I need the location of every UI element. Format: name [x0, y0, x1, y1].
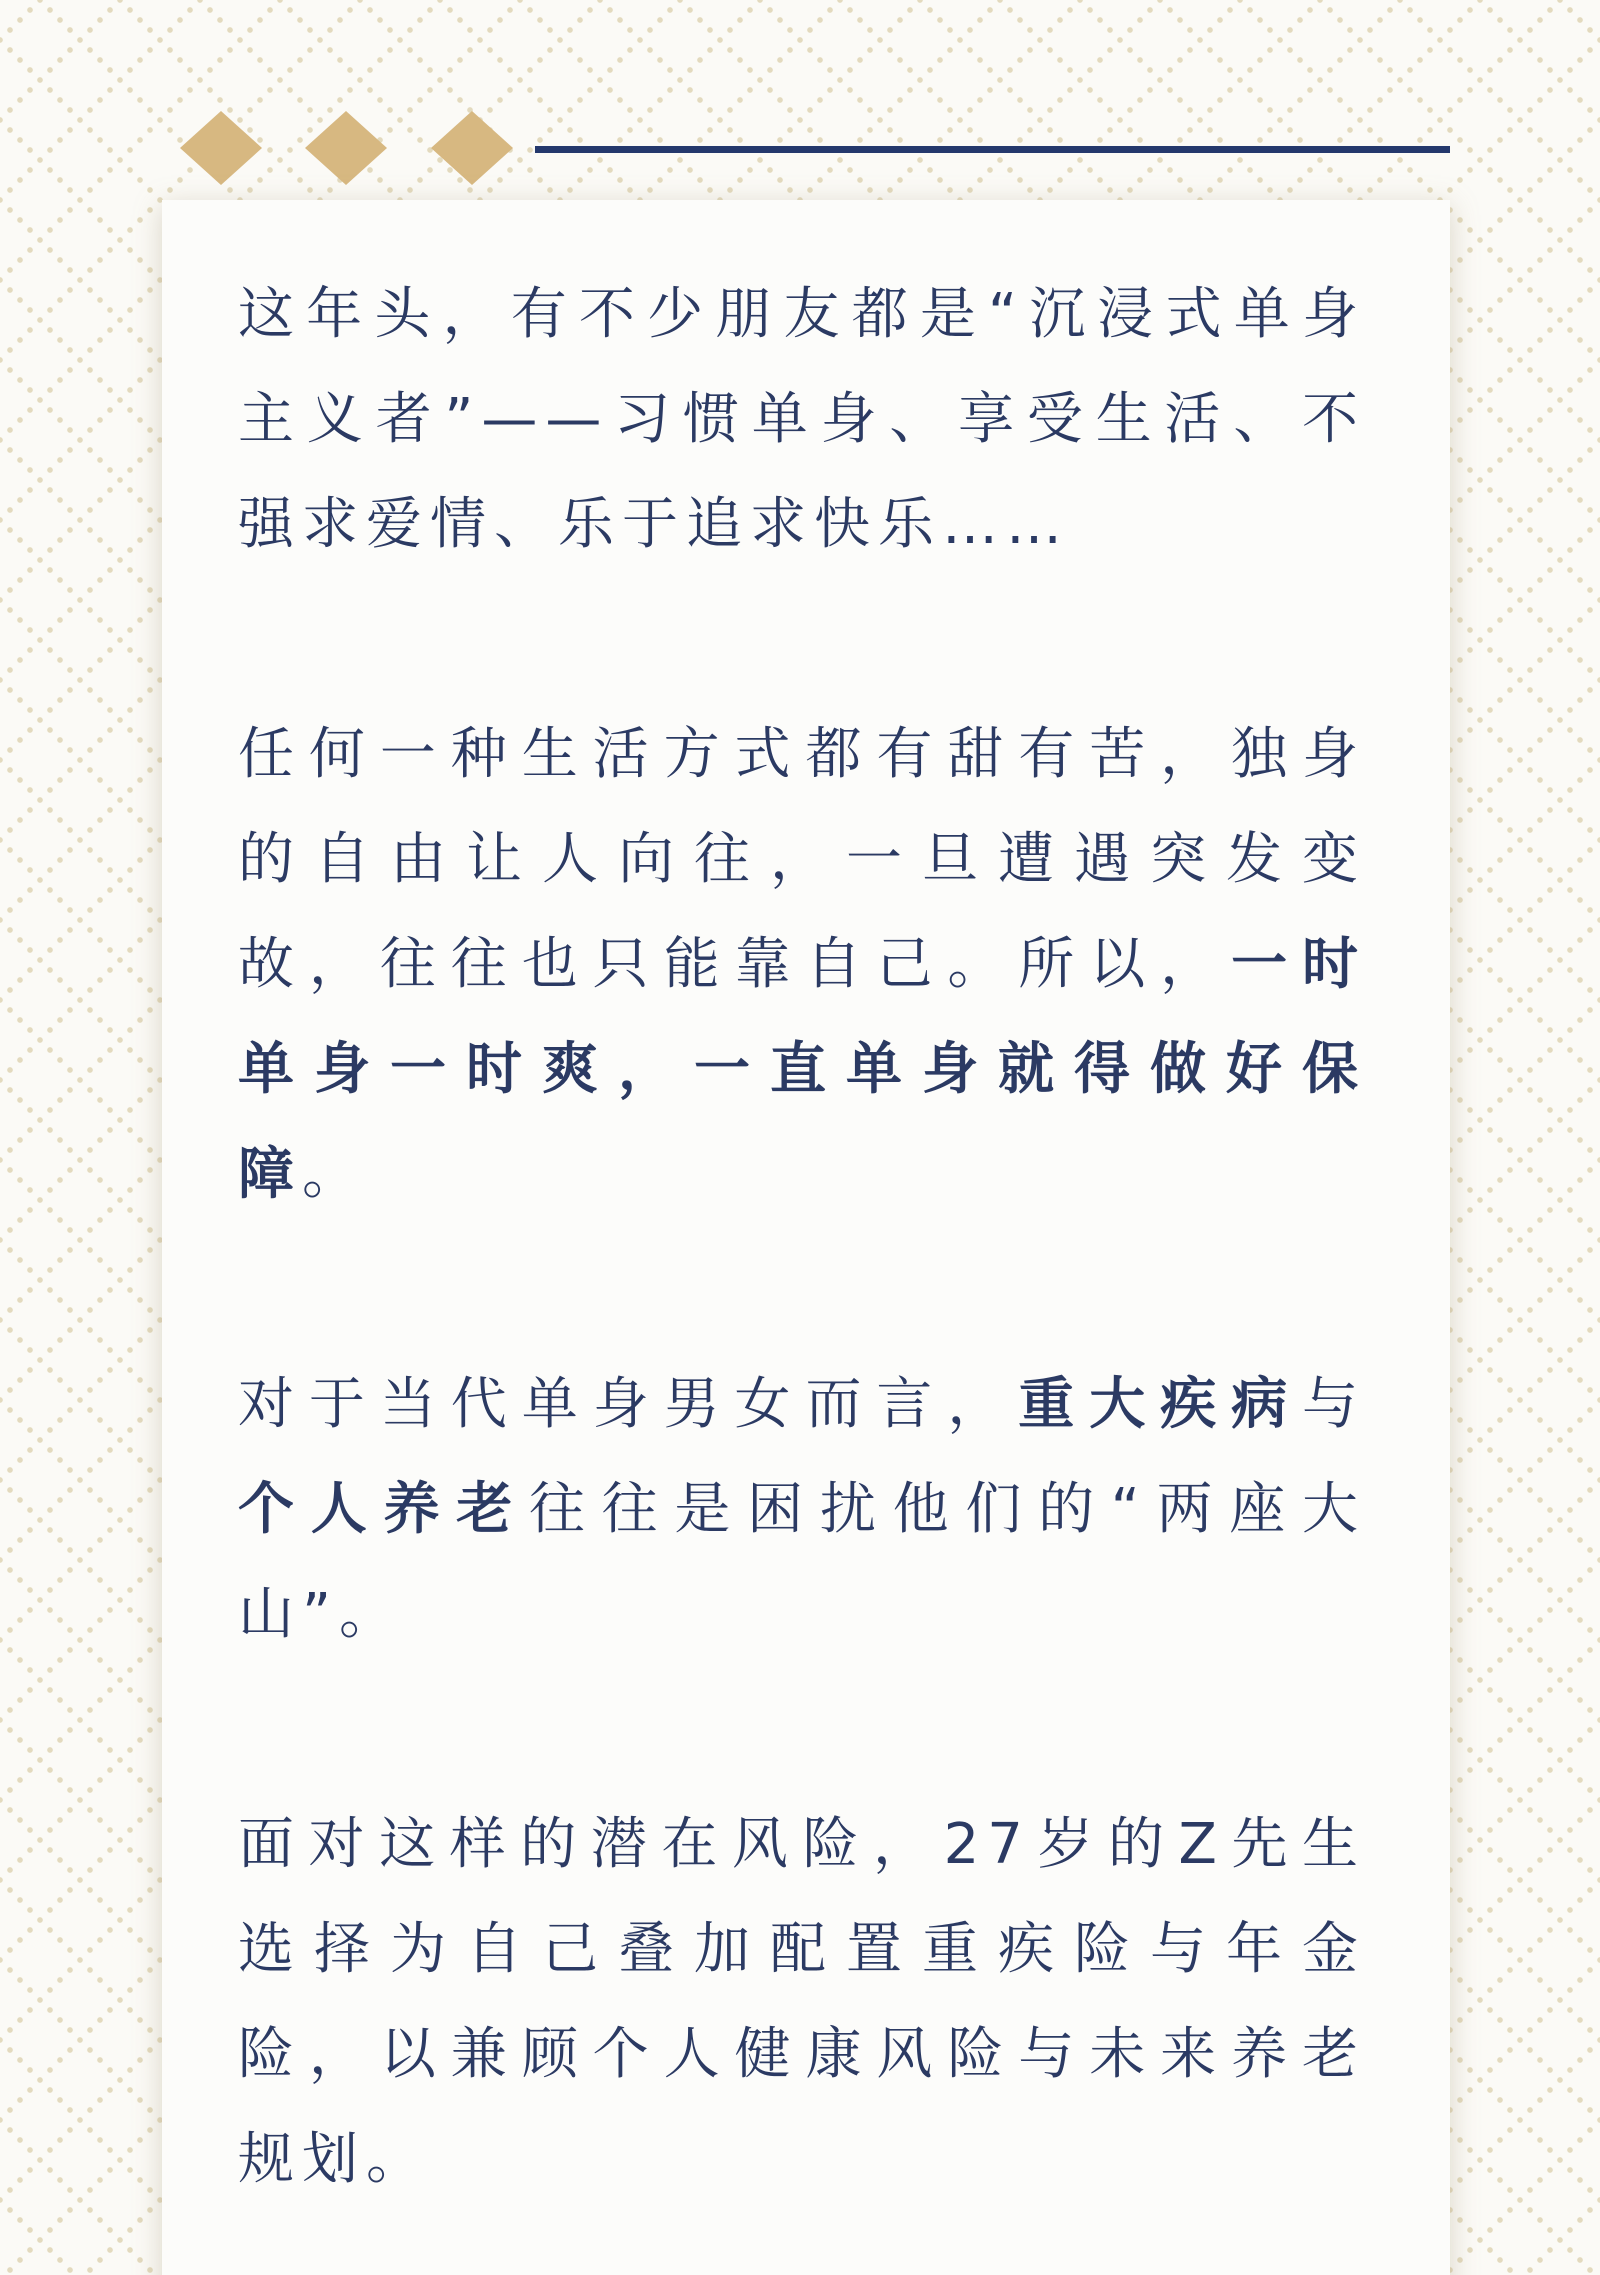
diamond-icon	[180, 111, 262, 185]
body-text: 对于当代单身男女而言，	[238, 1372, 1019, 1437]
body-text: 任何一种生活方式都有甜有苦，独身	[238, 722, 1366, 787]
header-rule-line	[535, 146, 1450, 153]
body-text: 与	[1302, 1372, 1367, 1437]
text-line	[238, 702, 1366, 807]
text-line	[238, 912, 1366, 1017]
text-line	[238, 262, 1366, 367]
emphasized-text: 障	[238, 1142, 302, 1207]
article-card	[162, 200, 1450, 2275]
paragraph	[238, 702, 1366, 1227]
article-body	[238, 262, 1366, 2212]
body-text: 险，以兼顾个人健康风险与未来养老	[238, 2022, 1366, 2087]
text-line	[238, 1457, 1366, 1562]
body-text: 这年头，有不少朋友都是“沉浸式单身	[238, 282, 1366, 347]
body-text: 故，往往也只能靠自己。所以，	[238, 932, 1232, 997]
emphasized-text: 个人养老	[238, 1477, 529, 1542]
paragraph	[238, 1352, 1366, 1667]
text-line	[238, 472, 1366, 577]
body-text: 主义者”——习惯单身、享受生活、不	[238, 387, 1366, 452]
emphasized-text: 单身一时爽，一直单身就得做好保	[238, 1037, 1366, 1102]
emphasized-text: 一时	[1231, 932, 1367, 997]
body-text: 往往是困扰他们的“两座大	[528, 1477, 1367, 1542]
text-line	[238, 1017, 1366, 1122]
paragraph	[238, 262, 1366, 577]
diamond-icon	[431, 111, 513, 185]
text-line	[238, 367, 1366, 472]
text-line	[238, 1352, 1366, 1457]
text-line	[238, 1122, 1366, 1227]
body-text: 。	[302, 1142, 366, 1207]
body-text: 选择为自己叠加配置重疾险与年金	[238, 1917, 1366, 1982]
body-text: 的自由让人向往，一旦遭遇突发变	[238, 827, 1366, 892]
text-line	[238, 2107, 1366, 2212]
body-text: 强求爱情、乐于追求快乐……	[238, 492, 1070, 557]
text-line	[238, 1562, 1366, 1667]
text-line	[238, 807, 1366, 912]
body-text: 山”。	[238, 1582, 404, 1647]
emphasized-text: 重大疾病	[1018, 1372, 1303, 1437]
diamond-icon	[305, 111, 387, 185]
body-text: 规划。	[238, 2127, 430, 2192]
text-line	[238, 1792, 1366, 1897]
text-line	[238, 1897, 1366, 2002]
text-line	[238, 2002, 1366, 2107]
paragraph	[238, 1792, 1366, 2212]
body-text: 面对这样的潜在风险，27岁的Z先生	[238, 1812, 1366, 1877]
